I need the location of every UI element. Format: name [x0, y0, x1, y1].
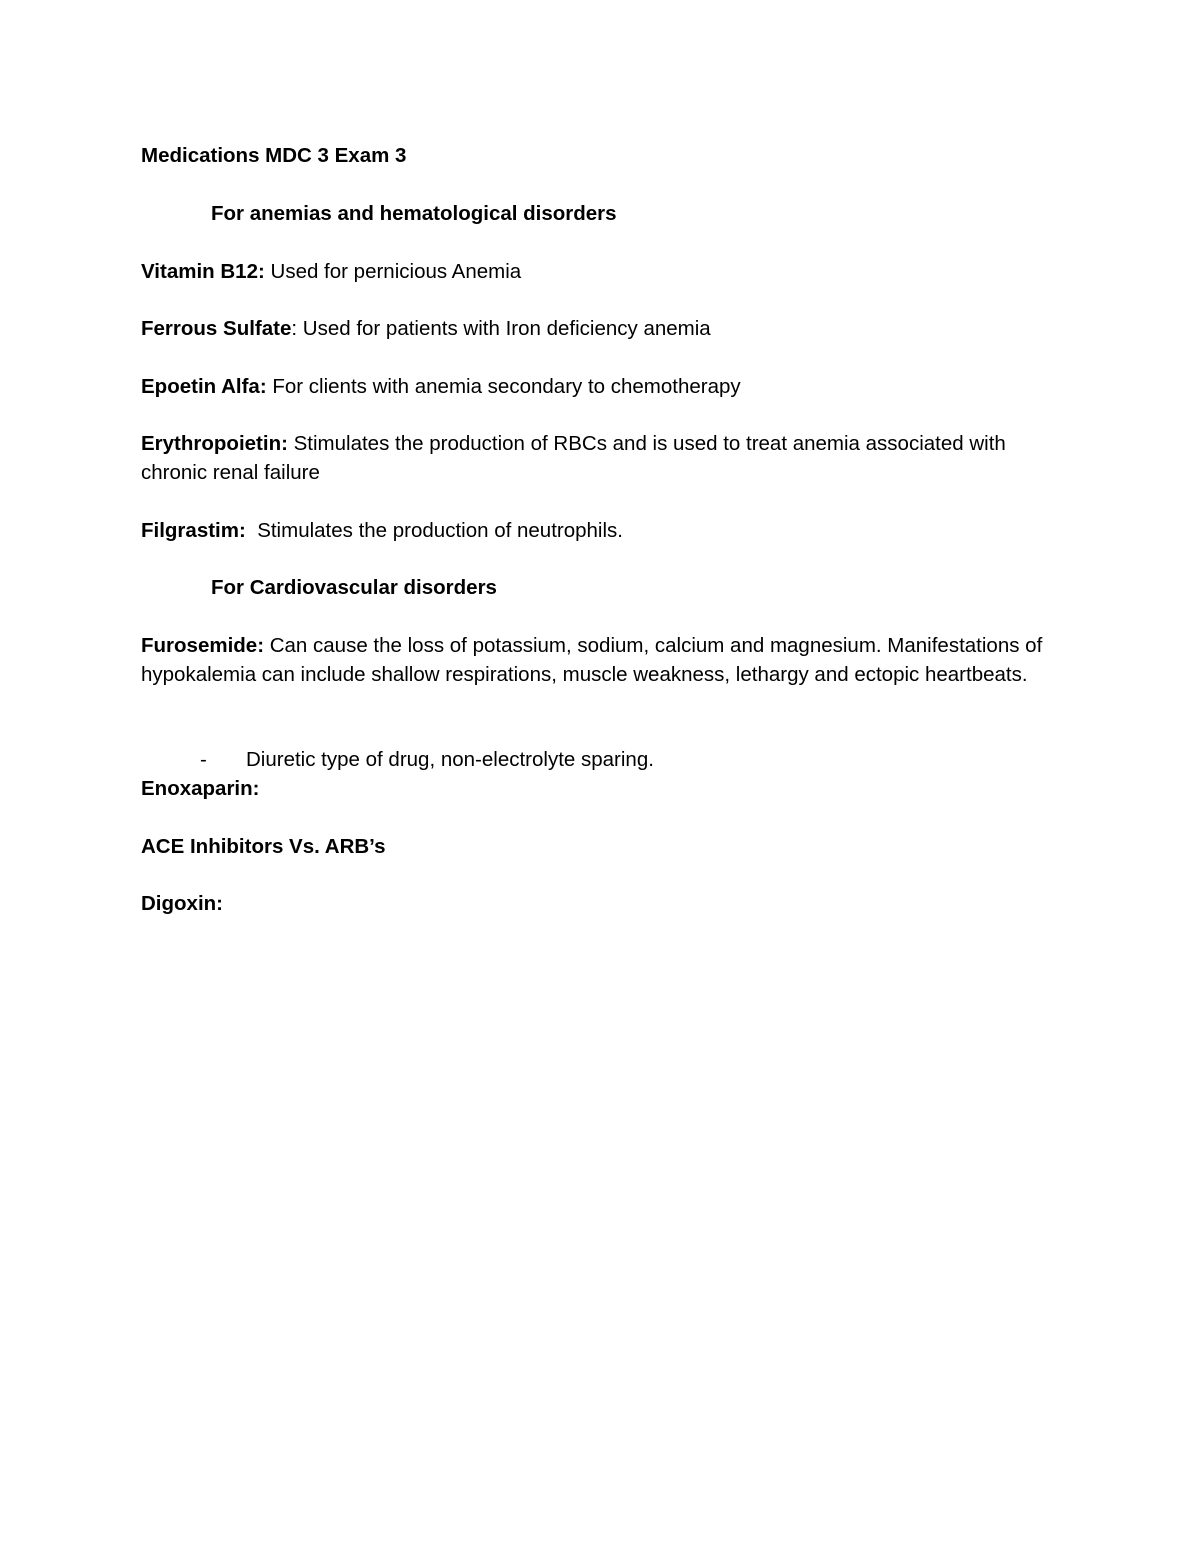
- entry-furosemide: [141, 631, 1056, 689]
- entry-enoxaparin: Enoxaparin:: [141, 777, 260, 800]
- entry-ferrous-sulfate: [141, 314, 1061, 343]
- entry-description: Stimulates the production of RBCs and is used to treat anemia associated with chronic renal failure: [141, 432, 1006, 484]
- document-title: Medications MDC 3 Exam 3: [141, 144, 407, 167]
- entry-term: Furosemide:: [141, 634, 265, 657]
- entry-term: Ferrous Sulfate: [141, 317, 292, 340]
- entry-description: : Used for patients with Iron deficiency anemia: [291, 317, 711, 340]
- section-heading-anemias: For anemias and hematological disorders: [211, 202, 617, 225]
- entry-vitamin-b12: [141, 257, 1061, 286]
- entry-erythropoietin: [141, 429, 1051, 487]
- entry-term: Erythropoietin:: [141, 432, 288, 455]
- entry-ace-vs-arb: ACE Inhibitors Vs. ARB’s: [141, 835, 386, 858]
- section-heading-cardiovascular: For Cardiovascular disorders: [211, 576, 497, 599]
- bullet-text: Diuretic type of drug, non-electrolyte sparing.: [246, 748, 654, 771]
- entry-description: Used for pernicious Anemia: [264, 260, 522, 283]
- entry-description: Can cause the loss of potassium, sodium, calcium and magnesium. Manifestations of hypokalemia can include shallow respirations, muscle weakness, lethargy and ectopic heartbeats.: [141, 634, 1043, 686]
- entry-term: Filgrastim:: [141, 519, 246, 542]
- entry-description: For clients with anemia secondary to chemotherapy: [266, 375, 741, 398]
- entry-term: Vitamin B12:: [141, 260, 265, 283]
- entry-epoetin-alfa: [141, 372, 1061, 401]
- entry-term: Epoetin Alfa:: [141, 375, 267, 398]
- entry-digoxin: Digoxin:: [141, 892, 223, 915]
- entry-filgrastim: [141, 516, 1061, 545]
- entry-description: Stimulates the production of neutrophils.: [245, 519, 623, 542]
- bullet-marker: -: [200, 748, 207, 771]
